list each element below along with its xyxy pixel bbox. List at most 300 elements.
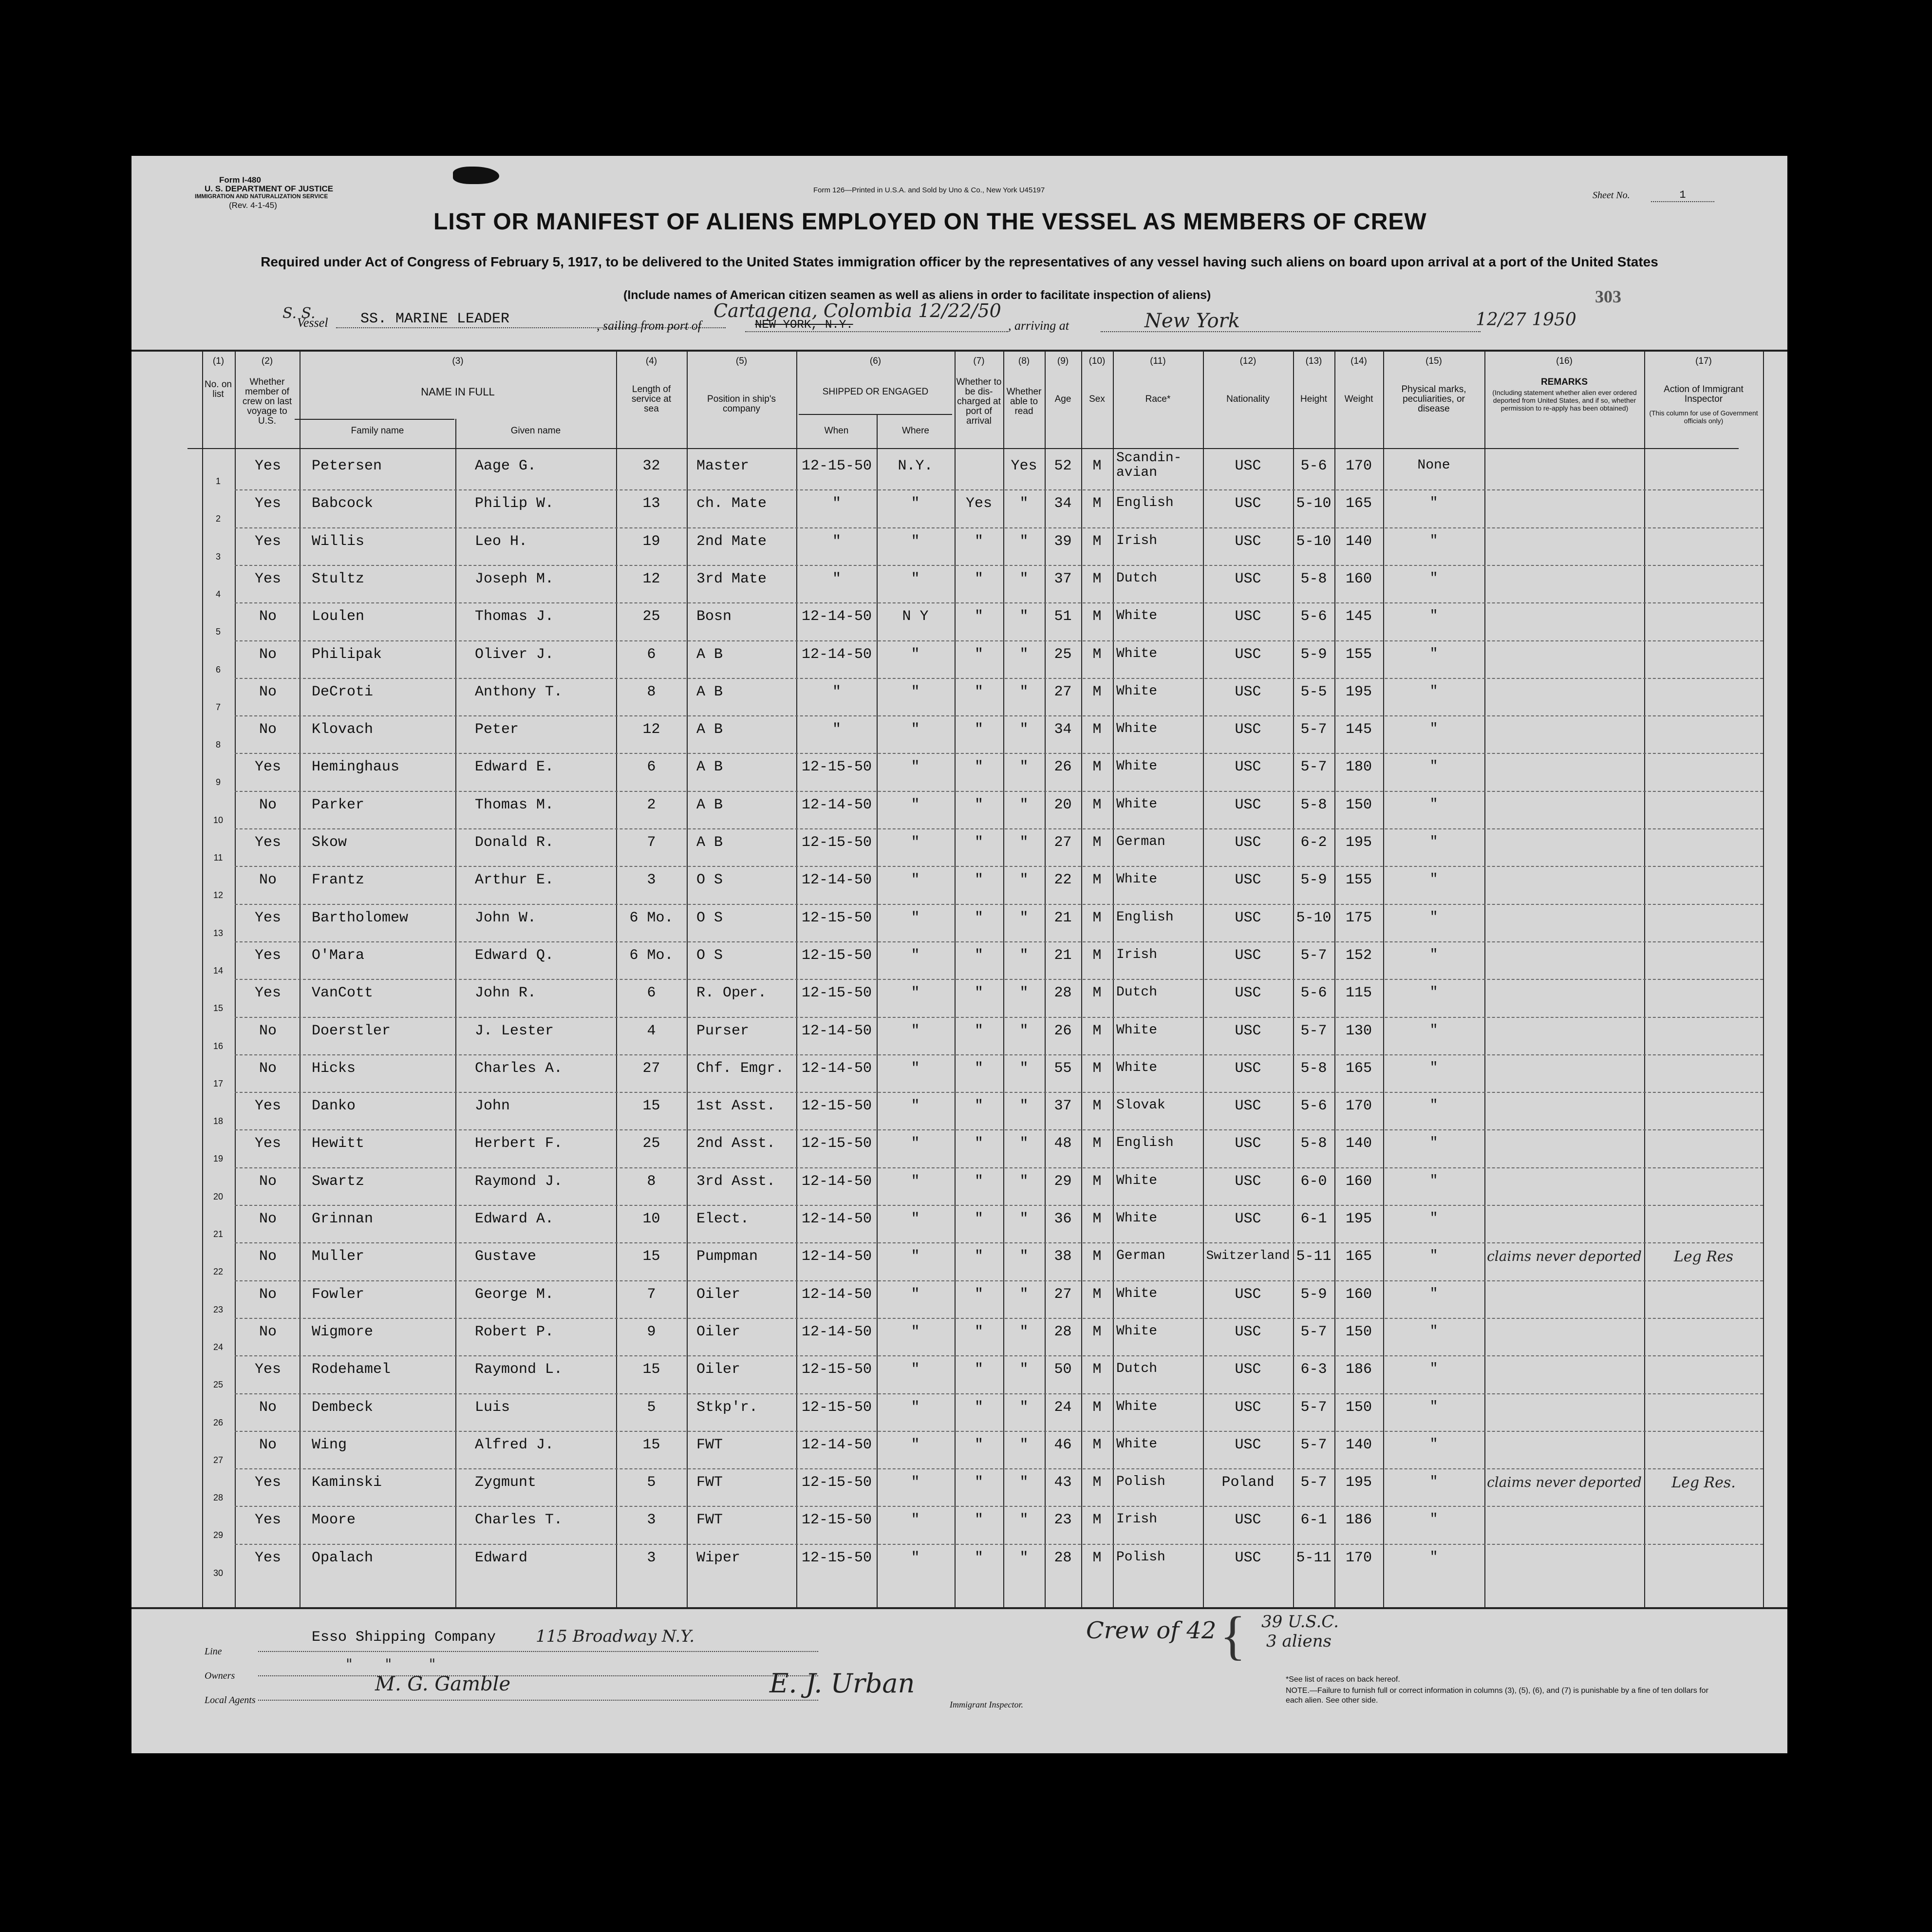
crew-nationality: USC <box>1235 721 1261 738</box>
crew-shipped-where: " <box>911 533 920 550</box>
crew-physical-marks: " <box>1429 1323 1438 1339</box>
row-divider <box>235 527 1763 528</box>
owners-label: Owners <box>205 1670 235 1681</box>
crew-height: 6-3 <box>1300 1361 1327 1378</box>
crew-can-read: " <box>1019 608 1029 625</box>
crew-height: 5-7 <box>1300 1323 1327 1340</box>
crew-service-length: 3 <box>647 1512 656 1529</box>
crew-nationality: USC <box>1235 646 1261 663</box>
row-divider <box>235 941 1763 942</box>
crew-position: 2nd Asst. <box>696 1135 776 1152</box>
col-rule <box>455 419 456 1607</box>
form-subnote: (Include names of American citizen seamen as well as aliens in order to facilitate inspection of aliens) <box>623 288 1211 302</box>
crew-discharged: " <box>974 1361 983 1378</box>
crew-family-name: Grinnan <box>312 1211 374 1227</box>
crew-age: 28 <box>1054 1323 1072 1340</box>
col-3a-header: Family name <box>351 426 404 436</box>
crew-service-length: 4 <box>647 1022 656 1039</box>
crew-position: A B <box>696 759 723 776</box>
crew-height: 5-8 <box>1300 1060 1327 1077</box>
crew-age: 27 <box>1054 834 1072 851</box>
crew-age: 46 <box>1054 1436 1072 1453</box>
crew-nationality: USC <box>1235 985 1261 1002</box>
crew-nationality: USC <box>1235 1173 1261 1190</box>
crew-weight: 145 <box>1345 608 1372 625</box>
crew-position: Bosn <box>696 608 732 625</box>
crew-sex: M <box>1092 1436 1102 1453</box>
col-17-subheader: (This column for use of Government officials only) <box>1649 409 1758 425</box>
crew-shipped-when: 12-14-50 <box>801 646 872 663</box>
header-bottom-rule <box>188 448 1739 449</box>
crew-can-read: " <box>1019 683 1029 700</box>
crew-sex: M <box>1092 909 1102 926</box>
crew-family-name: VanCott <box>312 985 374 1002</box>
crew-can-read: " <box>1019 1098 1029 1115</box>
crew-age: 43 <box>1054 1474 1072 1491</box>
crew-race: White <box>1116 1399 1158 1414</box>
crew-can-read: " <box>1019 721 1029 738</box>
crew-physical-marks: " <box>1429 1022 1438 1038</box>
crew-position: 2nd Mate <box>696 533 767 550</box>
crew-shipped-where: " <box>911 1022 920 1039</box>
crew-can-read: " <box>1019 1286 1029 1303</box>
crew-age: 29 <box>1054 1173 1072 1190</box>
crew-physical-marks: " <box>1429 1173 1438 1188</box>
crew-remarks: claims never deported <box>1487 1474 1642 1491</box>
crew-position: 1st Asst. <box>696 1098 776 1115</box>
crew-physical-marks: " <box>1429 1399 1438 1414</box>
crew-list-number: 27 <box>213 1455 224 1465</box>
crew-weight: 186 <box>1345 1361 1372 1378</box>
crew-shipped-where: " <box>911 1399 920 1416</box>
crew-age: 37 <box>1054 1098 1072 1115</box>
crew-nationality: USC <box>1235 1436 1261 1453</box>
line-label: Line <box>205 1646 222 1657</box>
col-3b-header: Given name <box>510 426 561 436</box>
col-1-header: No. on list <box>205 379 232 399</box>
crew-service-length: 8 <box>647 1173 656 1190</box>
crew-last-voyage: No <box>259 872 277 889</box>
crew-list-number: 18 <box>213 1116 224 1126</box>
crew-physical-marks: " <box>1429 1286 1438 1301</box>
crew-sex: M <box>1092 947 1102 964</box>
crew-height: 6-0 <box>1300 1173 1327 1190</box>
crew-can-read: " <box>1019 495 1029 512</box>
crew-shipped-when: 12-14-50 <box>801 796 872 813</box>
crew-list-number: 17 <box>213 1078 224 1088</box>
crew-family-name: Willis <box>312 533 365 550</box>
crew-nationality: Switzerland <box>1206 1248 1290 1263</box>
penalty-note: NOTE.—Failure to furnish full or correct information in columns (3), (5), (6), and (7) is punishable by a fine of ten dollars for each alien. See other side. <box>1286 1687 1708 1705</box>
crew-age: 21 <box>1054 947 1072 964</box>
col-1-number: (1) <box>212 356 225 366</box>
crew-nationality: USC <box>1235 608 1261 625</box>
crew-race: English <box>1116 909 1174 925</box>
crew-position: Master <box>696 458 750 474</box>
crew-physical-marks: " <box>1429 1549 1438 1565</box>
crew-service-length: 15 <box>642 1436 660 1453</box>
crew-shipped-when: 12-15-50 <box>801 947 872 964</box>
crew-list-number: 11 <box>213 853 223 863</box>
crew-physical-marks: " <box>1429 1361 1438 1377</box>
form-id: Form I-480 <box>219 175 261 185</box>
crew-discharged: " <box>974 947 983 964</box>
crew-given-name: Edward <box>475 1549 528 1566</box>
crew-shipped-when: " <box>832 721 841 738</box>
crew-sex: M <box>1092 683 1102 700</box>
crew-discharged: " <box>974 1474 983 1491</box>
crew-discharged: " <box>974 909 983 926</box>
crew-discharged: " <box>974 796 983 813</box>
crew-discharged: " <box>974 1248 983 1265</box>
crew-age: 39 <box>1054 533 1072 550</box>
crew-weight: 170 <box>1345 1098 1372 1115</box>
crew-list-number: 8 <box>215 740 221 750</box>
crew-shipped-where: " <box>911 646 920 663</box>
crew-family-name: Doerstler <box>312 1022 391 1039</box>
crew-list-number: 16 <box>213 1041 224 1051</box>
row-divider <box>235 1393 1763 1394</box>
row-divider <box>235 1054 1763 1055</box>
crew-race: White <box>1116 1323 1158 1339</box>
crew-can-read: " <box>1019 834 1029 851</box>
crew-physical-marks: " <box>1429 646 1438 661</box>
crew-can-read: " <box>1019 1248 1029 1265</box>
crew-position: Chf. Emgr. <box>696 1060 785 1077</box>
crew-service-length: 32 <box>642 458 660 474</box>
crew-service-length: 9 <box>647 1323 656 1340</box>
crew-sex: M <box>1092 985 1102 1002</box>
crew-given-name: Arthur E. <box>475 872 554 889</box>
crew-discharged: " <box>974 1399 983 1416</box>
row-divider <box>235 1205 1763 1206</box>
table-bottom-rule <box>131 1607 1787 1609</box>
crew-given-name: Raymond L. <box>475 1361 563 1378</box>
crew-shipped-where: " <box>911 1211 920 1227</box>
crew-sex: M <box>1092 759 1102 776</box>
crew-height: 5-7 <box>1300 947 1327 964</box>
crew-sex: M <box>1092 1549 1102 1566</box>
crew-race: English <box>1116 1135 1174 1151</box>
crew-nationality: USC <box>1235 1135 1261 1152</box>
crew-sex: M <box>1092 721 1102 738</box>
crew-last-voyage: Yes <box>254 1549 281 1566</box>
crew-age: 25 <box>1054 646 1072 663</box>
crew-nationality: USC <box>1235 1286 1261 1303</box>
col-13-header: Height <box>1300 394 1327 404</box>
crew-family-name: Petersen <box>312 458 382 474</box>
col-rule <box>202 351 203 1607</box>
col-2-number: (2) <box>261 356 273 366</box>
crew-nationality: USC <box>1235 1060 1261 1077</box>
crew-physical-marks: " <box>1429 533 1438 548</box>
crew-weight: 150 <box>1345 796 1372 813</box>
crew-race: Irish <box>1116 533 1158 548</box>
crew-sex: M <box>1092 533 1102 550</box>
crew-age: 34 <box>1054 495 1072 512</box>
crew-given-name: Joseph M. <box>475 570 554 587</box>
agents-underline <box>258 1700 818 1701</box>
crew-shipped-when: 12-14-50 <box>801 1323 872 1340</box>
owners-underline <box>258 1675 818 1676</box>
crew-shipped-when: 12-14-50 <box>801 1022 872 1039</box>
crew-discharged: " <box>974 872 983 889</box>
crew-physical-marks: " <box>1429 1135 1438 1151</box>
col-7-header: Whether to be dis-charged at port of arrival <box>956 377 1002 426</box>
crew-sex: M <box>1092 796 1102 813</box>
crew-last-voyage: Yes <box>254 985 281 1002</box>
crew-family-name: Wigmore <box>312 1323 374 1340</box>
crew-last-voyage: Yes <box>254 1098 281 1115</box>
crew-physical-marks: " <box>1429 1436 1438 1452</box>
crew-last-voyage: Yes <box>254 1135 281 1152</box>
row-divider <box>235 489 1763 490</box>
crew-race: White <box>1116 721 1158 737</box>
crew-shipped-when: 12-15-50 <box>801 1399 872 1416</box>
crew-race: White <box>1116 759 1158 774</box>
crew-position: FWT <box>696 1512 723 1529</box>
col-16-subheader: (Including statement whether alien ever ordered deported from United States, and if so, whether permission to re-apply has been obtained) <box>1492 389 1637 412</box>
table-top-rule <box>131 350 1787 352</box>
crew-given-name: Thomas J. <box>475 608 554 625</box>
crew-shipped-when: 12-15-50 <box>801 834 872 851</box>
crew-shipped-when: 12-15-50 <box>801 1512 872 1529</box>
col-2-header: Whether member of crew on last voyage to U.S. <box>242 377 292 426</box>
row-divider <box>235 791 1763 792</box>
crew-physical-marks: " <box>1429 1248 1438 1264</box>
struck-port: NEW YORK, N.Y. <box>755 319 853 332</box>
crew-weight: 152 <box>1345 947 1372 964</box>
crew-position: FWT <box>696 1474 723 1491</box>
crew-height: 5-11 <box>1296 1248 1332 1265</box>
crew-remarks: claims never deported <box>1487 1248 1642 1265</box>
crew-can-read: " <box>1019 759 1029 776</box>
crew-shipped-where: " <box>911 796 920 813</box>
crew-age: 34 <box>1054 721 1072 738</box>
crew-race: German <box>1116 834 1165 849</box>
crew-alien-count: 3 aliens <box>1266 1632 1332 1651</box>
col-rule <box>877 414 878 1607</box>
col-16-number: (16) <box>1556 356 1573 366</box>
crew-last-voyage: No <box>259 796 277 813</box>
stamp-number: 303 <box>1595 287 1621 306</box>
name-sub-rule <box>295 419 454 420</box>
col-9-header: Age <box>1054 394 1071 404</box>
crew-family-name: DeCroti <box>312 683 374 700</box>
crew-race: Scandin-avian <box>1116 450 1182 480</box>
col-4-number: (4) <box>645 356 657 366</box>
crew-can-read: " <box>1019 985 1029 1002</box>
crew-can-read: " <box>1019 1474 1029 1491</box>
line-underline <box>258 1651 818 1652</box>
crew-shipped-when: 12-15-50 <box>801 458 872 474</box>
crew-list-number: 20 <box>213 1191 224 1201</box>
form-service: IMMIGRATION AND NATURALIZATION SERVICE <box>195 193 328 200</box>
crew-height: 5-7 <box>1300 721 1327 738</box>
row-divider <box>235 1129 1763 1130</box>
crew-sex: M <box>1092 1323 1102 1340</box>
crew-can-read: " <box>1019 570 1029 587</box>
crew-discharged: " <box>974 1135 983 1152</box>
crew-nationality: USC <box>1235 1361 1261 1378</box>
crew-physical-marks: " <box>1429 834 1438 849</box>
crew-given-name: Thomas M. <box>475 796 554 813</box>
crew-shipped-when: 12-15-50 <box>801 985 872 1002</box>
crew-sex: M <box>1092 1248 1102 1265</box>
crew-nationality: USC <box>1235 495 1261 512</box>
crew-race: White <box>1116 1060 1158 1075</box>
crew-shipped-when: 12-14-50 <box>801 1211 872 1227</box>
crew-last-voyage: No <box>259 608 277 625</box>
crew-list-number: 4 <box>215 589 221 599</box>
crew-last-voyage: No <box>259 646 277 663</box>
crew-nationality: USC <box>1235 533 1261 550</box>
crew-last-voyage: Yes <box>254 909 281 926</box>
crew-shipped-where: " <box>911 721 920 738</box>
crew-list-number: 13 <box>213 928 224 938</box>
crew-usc-count: 39 U.S.C. <box>1261 1612 1339 1632</box>
crew-position: 3rd Asst. <box>696 1173 776 1190</box>
crew-shipped-when: 12-14-50 <box>801 1286 872 1303</box>
crew-given-name: J. Lester <box>475 1022 554 1039</box>
crew-nationality: USC <box>1235 458 1261 474</box>
crew-service-length: 6 <box>647 646 656 663</box>
crew-height: 5-9 <box>1300 1286 1327 1303</box>
crew-shipped-where: " <box>911 1323 920 1340</box>
crew-race: White <box>1116 872 1158 887</box>
crew-race: Slovak <box>1116 1098 1165 1113</box>
crew-sex: M <box>1092 458 1102 474</box>
crew-family-name: Stultz <box>312 570 365 587</box>
crew-age: 37 <box>1054 570 1072 587</box>
crew-weight: 155 <box>1345 646 1372 663</box>
crew-shipped-when: 12-15-50 <box>801 1098 872 1115</box>
crew-height: 5-7 <box>1300 1022 1327 1039</box>
crew-weight: 165 <box>1345 1248 1372 1265</box>
crew-sex: M <box>1092 495 1102 512</box>
crew-shipped-where: " <box>911 1098 920 1115</box>
crew-list-number: 24 <box>213 1342 224 1352</box>
col-3-number: (3) <box>452 356 464 366</box>
crew-physical-marks: " <box>1429 1512 1438 1527</box>
crew-service-length: 7 <box>647 1286 656 1303</box>
arrival-date: 12/27 1950 <box>1476 310 1576 330</box>
row-divider <box>235 602 1763 603</box>
crew-weight: 170 <box>1345 1549 1372 1566</box>
crew-height: 5-7 <box>1300 1474 1327 1491</box>
crew-shipped-where: " <box>911 985 920 1002</box>
crew-list-number: 1 <box>215 476 221 486</box>
crew-nationality: USC <box>1235 909 1261 926</box>
crew-height: 5-7 <box>1300 1399 1327 1416</box>
crew-shipped-when: 12-14-50 <box>801 1248 872 1265</box>
row-divider <box>235 753 1763 754</box>
crew-height: 5-9 <box>1300 872 1327 889</box>
crew-given-name: John W. <box>475 909 537 926</box>
crew-shipped-where: " <box>911 1549 920 1566</box>
col-12-number: (12) <box>1239 356 1257 366</box>
crew-can-read: " <box>1019 1173 1029 1190</box>
col-6b-header: Where <box>902 426 929 436</box>
crew-family-name: Wing <box>312 1436 347 1453</box>
crew-shipped-where: " <box>911 872 920 889</box>
crew-weight: 140 <box>1345 1436 1372 1453</box>
arriving-label: , arriving at <box>1008 319 1069 333</box>
crew-race: White <box>1116 796 1158 812</box>
col-14-header: Weight <box>1344 394 1373 404</box>
row-divider <box>235 1431 1763 1432</box>
crew-service-length: 6 Mo. <box>629 947 674 964</box>
col-16-header: REMARKS <box>1540 377 1588 387</box>
crew-weight: 180 <box>1345 759 1372 776</box>
row-divider <box>235 640 1763 641</box>
crew-can-read: " <box>1019 1436 1029 1453</box>
crew-age: 26 <box>1054 1022 1072 1039</box>
crew-last-voyage: Yes <box>254 1361 281 1378</box>
crew-list-number: 26 <box>213 1417 224 1427</box>
crew-discharged: " <box>974 683 983 700</box>
crew-family-name: Moore <box>312 1512 356 1529</box>
crew-nationality: USC <box>1235 1098 1261 1115</box>
crew-physical-marks: " <box>1429 608 1438 624</box>
row-divider <box>235 1318 1763 1319</box>
crew-shipped-when: " <box>832 570 841 587</box>
crew-race: German <box>1116 1248 1165 1264</box>
crew-race: English <box>1116 495 1174 511</box>
crew-list-number: 22 <box>213 1267 224 1277</box>
row-divider <box>235 1092 1763 1093</box>
crew-height: 5-10 <box>1296 909 1332 926</box>
arriving-at: New York <box>1144 310 1240 332</box>
crew-discharged: " <box>974 1022 983 1039</box>
crew-last-voyage: No <box>259 1399 277 1416</box>
crew-list-number: 6 <box>215 664 221 675</box>
crew-family-name: Kaminski <box>312 1474 382 1491</box>
crew-family-name: Frantz <box>312 872 365 889</box>
crew-age: 27 <box>1054 1286 1072 1303</box>
crew-height: 5-6 <box>1300 608 1327 625</box>
crew-family-name: Philipak <box>312 646 382 663</box>
crew-weight: 195 <box>1345 1474 1372 1491</box>
crew-race: Dutch <box>1116 570 1158 586</box>
crew-sex: M <box>1092 1286 1102 1303</box>
crew-given-name: John <box>475 1098 510 1115</box>
col-4-header: Length of service at sea <box>631 384 672 414</box>
crew-weight: 195 <box>1345 683 1372 700</box>
crew-family-name: Hewitt <box>312 1135 365 1152</box>
crew-given-name: Edward A. <box>475 1211 554 1227</box>
crew-service-length: 10 <box>642 1211 660 1227</box>
crew-race: White <box>1116 1436 1158 1452</box>
crew-list-number: 3 <box>215 551 221 562</box>
crew-given-name: Charles A. <box>475 1060 563 1077</box>
col-8-number: (8) <box>1018 356 1030 366</box>
crew-physical-marks: " <box>1429 683 1438 699</box>
crew-position: ch. Mate <box>696 495 767 512</box>
races-note: *See list of races on back hereof. <box>1286 1675 1400 1684</box>
page-title: LIST OR MANIFEST OF ALIENS EMPLOYED ON THE VESSEL AS MEMBERS OF CREW <box>433 209 1427 235</box>
crew-weight: 140 <box>1345 1135 1372 1152</box>
crew-family-name: Muller <box>312 1248 365 1265</box>
crew-family-name: Loulen <box>312 608 365 625</box>
crew-sex: M <box>1092 1211 1102 1227</box>
inspector-signature: E. J. Urban <box>769 1668 915 1699</box>
row-divider <box>235 678 1763 679</box>
crew-position: Oiler <box>696 1361 741 1378</box>
crew-family-name: Dembeck <box>312 1399 374 1416</box>
crew-weight: 170 <box>1345 458 1372 474</box>
crew-family-name: Opalach <box>312 1549 374 1566</box>
